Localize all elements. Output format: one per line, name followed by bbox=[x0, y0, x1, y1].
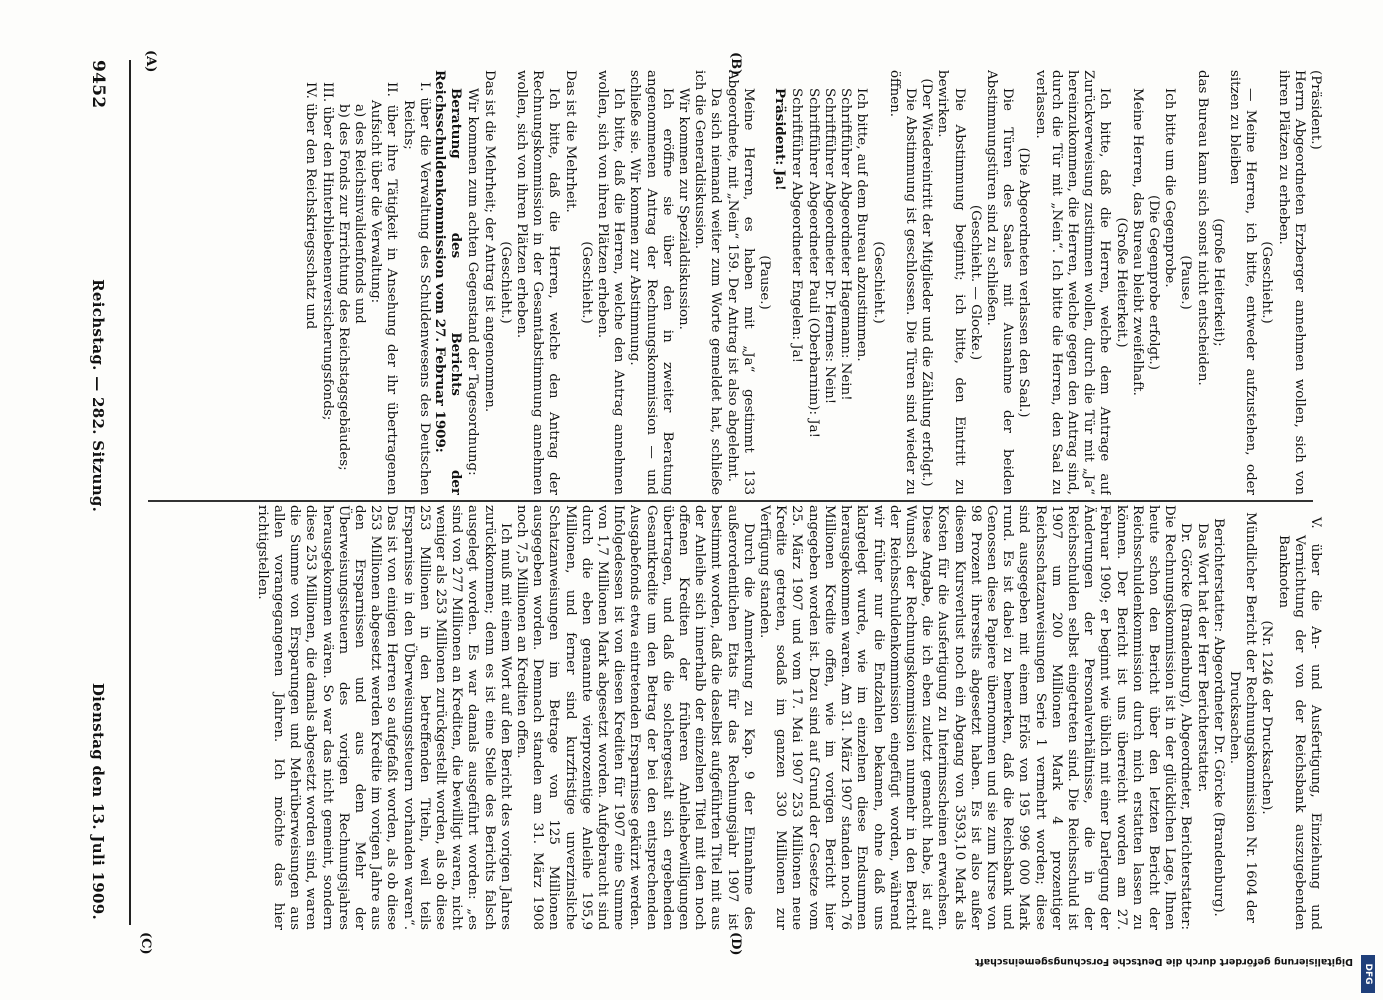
margin-marker-a: (A) bbox=[143, 50, 158, 73]
paragraph: Ich bitte, daß die Herren, welche den Antrag annehmen wollen, sich von ihren Plätzen erheben. bbox=[595, 70, 627, 495]
paragraph: (Geschieht.) bbox=[1259, 241, 1275, 324]
paragraph: Das Wort hat der Herr Berichterstatter. bbox=[1194, 523, 1210, 793]
paragraph: Schriftführer Abgeordneter Pauli (Oberbarnim): Ja! bbox=[805, 88, 821, 439]
paragraph: Die Abstimmung beginnt; ich bitte, den Eintritt zu bewirken. bbox=[935, 70, 967, 495]
agenda-subitem: V. über die An- und Ausfertigung, Einziehung und Vernichtung der von der Reichsbank auszugebenden Banknoten bbox=[1275, 517, 1323, 930]
margin-marker-b: (B) bbox=[728, 52, 743, 76]
digitization-note: Digitalisierung gefördert durch die Deutsche Forschungsgemeinschaft bbox=[975, 956, 1353, 967]
paragraph: Das ist die Mehrheit. bbox=[562, 70, 578, 213]
agenda-subitem: IV. über den Reichskriegsschatz und bbox=[303, 82, 319, 330]
paragraph: Wir kommen zum achten Gegenstand der Tagesordnung: bbox=[465, 88, 481, 476]
paragraph: (Die Abgeordneten verlassen den Saal.) bbox=[1016, 147, 1032, 418]
paragraph: Ich bitte, auf dem Bureau abzustimmen. bbox=[854, 88, 870, 362]
paragraph: Schriftführer Abgeordneter Engelen: Ja! bbox=[789, 88, 805, 364]
paragraph: (große Heiterkeit); bbox=[1210, 218, 1226, 347]
margin-marker-d: (D) bbox=[728, 932, 743, 956]
agenda-subitem: II. über ihre Tätigkeit in Ansehung der ihr übertragenen Aufsicht über die Verwaltung: bbox=[368, 82, 400, 495]
paragraph: Die Abstimmung ist geschlossen. Die Türen sind wieder zu öffnen. bbox=[886, 70, 918, 495]
agenda-subitem: I. über die Verwaltung des Schuldenwesens des Deutschen Reichs; bbox=[400, 82, 432, 495]
paragraph: (Geschieht.) bbox=[497, 241, 513, 324]
paragraph: — Meine Herren, ich bitte, entweder aufzustehen, oder sitzen zu bleiben bbox=[1226, 70, 1259, 495]
right-column bbox=[143, 505, 1323, 930]
margin-marker-c: (C) bbox=[138, 932, 153, 955]
paragraph: Wir kommen zur Spezialdiskussion. bbox=[676, 88, 692, 330]
running-title: Reichstag. — 282. Sitzung. bbox=[89, 279, 107, 513]
paragraph: Ich bitte, daß die Herren, welche dem Antrage auf Zurückverweisung zustimmen wollen, durch die Tür mit „Ja“ hereinzukommen, die Herren, welche gegen den Antrag sind, durch die Tür mit „Nein“. Ich bitte die Herren, den Saal zu verlassen. bbox=[1032, 70, 1113, 495]
dfg-logo: DFG bbox=[1361, 955, 1375, 993]
agenda-subitem: b) des Fonds zur Errichtung des Reichstagsgebäudes; bbox=[335, 104, 351, 471]
paragraph: Dr. Görcke (Brandenburg), Abgeordneter, Berichterstatter: Die Rechnungskommission ist in der glücklichen Lage, Ihnen heute schon den Bericht über den letzten Bericht der Reichsschuldenkommission durch mich erstatten lassen zu können. Der Bericht ist uns überreicht worden am 27. Februar 1909; er beginnt wie üblich mit einer Darlegung der Änderungen der Personalverhältnisse, die in der Reichsschulden selbst eingetreten sind. Die Reichsschuld ist 1907 um 200 Millionen Mark 4 prozentiger Reichsschatzanweisungen Serie 1 vermehrt worden; diese sind ausgegeben mit einem Erlös von 195 996 000 Mark rund. Es ist dabei zu bemerken, daß die Reichsbank und Genossen diese Papiere übernommen und sie zum Kurse von 98 Prozent ihrerseits abgesetzt haben. Es ist also außer diesem Kursverlust noch ein Abgang von 3593,10 Mark als Kosten für die Ausfertigung zu Interimsscheinen erwachsen. Diese Angabe, die ich eben zuletzt gemacht habe, ist auf Wunsch der Rechnungskommission nunmehr in den Bericht der Reichsschuldenkommission eingefügt worden, während wir früher nur die Endzahlen bekamen, ohne daß uns klargelegt wurde, wie im einzelnen diese Endsummen herausgekommen waren. Am 31. März 1907 standen noch 76 Millionen Kredite offen, wie im vorigen Bericht hier angegeben worden ist. Dazu sind auf Grund der Gesetze vom 25. März 1907 und vom 17. Mai 1907 253 Millionen neue Kredite getreten, sodaß im ganzen 330 Millionen zur Verfügung standen. bbox=[757, 505, 1194, 930]
paragraph: (Nr. 1246 der Drucksachen). bbox=[1259, 620, 1275, 815]
session-date: Dienstag den 13. Juli 1909. bbox=[89, 682, 107, 920]
paragraph: Schriftführer Abgeordneter Hagemann: Nein! bbox=[838, 88, 854, 401]
paragraph: (Die Gegenprobe erfolgt.) bbox=[1145, 194, 1161, 370]
paragraph: Ich eröffne sie über den in zweiter Beratung angenommenen Antrag der Rechnungskommission — und schließe sie. Wir kommen zur Abstimmung. bbox=[627, 70, 675, 495]
paragraph: das Bureau kann sich sonst nicht entscheiden. bbox=[1194, 70, 1210, 386]
paragraph: Berichterstatter: Abgeordneter Dr. Görcke (Brandenburg). bbox=[1210, 518, 1226, 917]
paragraph: (Der Wiedereintritt der Mitglieder und die Zählung erfolgt.) bbox=[919, 78, 935, 487]
paragraph: Die Türen des Saales mit Ausnahme der beiden Abstimmungstüren sind zu schließen. bbox=[983, 70, 1016, 495]
paragraph: Ich bitte um die Gegenprobe. bbox=[1162, 88, 1178, 288]
paragraph: (Pause.) bbox=[1178, 255, 1194, 310]
paragraph: (Präsident.) bbox=[1308, 70, 1323, 150]
paragraph: Durch die Anmerkung zu Kap. 9 der Einnahme des außerordentlichen Etats für das Rechnungsjahr 1907 ist bestimmt worden, daß die daselbst aufgeführten Titel mit aus der Anleihe sich innerhalb der einzelnen Titel mit den noch offenen Krediten der früheren Anleihebewilligungen übertragen, und daß die solchergestalt sich ergebenden Gesamtkredite um den Betrag der bei den entsprechenden Ausgabefonds etwa eintretenden Ersparnisse gekürzt werden. Infolgedessen ist von diesen Krediten für 1907 eine Summe von 1,7 Millionen Mark abgesetzt worden. Aufgebraucht sind durch die eben genannte vierprozentige Anleihe 195,9 Millionen, und ferner sind kurzfristige unverzinsliche Schatzanweisungen im Betrage von 125 Millionen ausgegeben worden. Demnach standen am 31. März 1908 noch 7,5 Millionen an Krediten offen. bbox=[514, 505, 756, 930]
paragraph: Ich bitte, daß die Herren, welche den Antrag der Rechnungskommission in der Gesamtabstimmung annehmen wollen, sich von ihren Plätzen erheben. bbox=[514, 70, 562, 495]
paragraph: Das ist die Mehrheit; der Antrag ist angenommen. bbox=[481, 70, 497, 413]
paragraph: (Geschieht.) bbox=[870, 241, 886, 324]
paragraph: Da sich niemand weiter zum Worte gemeldet hat, schließe ich die Generaldiskussion. bbox=[692, 70, 724, 495]
paragraph: (Pause.) bbox=[757, 255, 773, 310]
column-separator bbox=[148, 500, 1313, 502]
agenda-subitem: III. über den Hinterbliebenenversicherungsfonds; bbox=[319, 82, 335, 421]
paragraph: Schriftführer Abgeordneter Dr. Hermes: Nein! bbox=[821, 88, 837, 405]
agenda-item-title: Beratung des Berichts der Reichsschuldenkommission vom 27. Februar 1909: bbox=[432, 70, 465, 495]
paragraph: Mündlicher Bericht der Rechnungskommission Nr. 1604 der Drucksachen. bbox=[1226, 512, 1259, 923]
paragraph: (Geschieht. — Glocke.) bbox=[967, 204, 983, 361]
left-column bbox=[143, 70, 1323, 495]
running-head bbox=[68, 60, 128, 920]
paragraph: Herrn Abgeordneten Erzberger annehmen wollen, sich von ihren Plätzen zu erheben. bbox=[1275, 70, 1307, 495]
header-rule bbox=[129, 60, 131, 925]
paragraph: (Geschieht.) bbox=[578, 241, 594, 324]
paragraph: (Große Heiterkeit.) bbox=[1113, 217, 1129, 348]
paragraph: Meine Herren, es haben mit „Ja“ gestimmt 133 Abgeordnete, mit „Nein“ 159. Der Antrag ist also abgelehnt. bbox=[724, 70, 756, 495]
paragraph: Meine Herren, das Bureau bleibt zweifelhaft. bbox=[1129, 88, 1145, 396]
page-number: 9452 bbox=[88, 60, 108, 109]
agenda-subitem: a) des Reichsinvalidenfonds und bbox=[352, 104, 368, 324]
paragraph: Präsident: Ja! bbox=[772, 88, 789, 191]
paragraph: Ich muß mit einem Wort auf den Bericht des vorigen Jahres zurückkommen; denn es ist eine Stelle des Berichts falsch ausgelegt worden. Es war damals ausgeführt worden: „es sind von 277 Millionen an Krediten, die bewilligt waren, nicht weniger als 253 Millionen zurückgestellt worden, als ob diese 253 Millionen in den betreffenden Titeln, weil teils Ersparnisse in den Überweisungssteuern vorhanden waren“. Das ist von einigen Herren so aufgefaßt worden, als ob diese 253 Millionen abgesetzt werden Kredite im vorigen Jahre aus den Ersparnissen und aus dem Mehr der Überweisungssteuern des vorigen Rechnungsjahres herausgekommen wären. So war das nicht gemeint, sondern diese 253 Millionen, die damals abgesetzt worden sind, waren die Summe von Ersparungen und Mehrüberweisungen aus allen vorangegangenen Jahren. Ich möchte das hier richtigstellen. bbox=[254, 505, 513, 930]
